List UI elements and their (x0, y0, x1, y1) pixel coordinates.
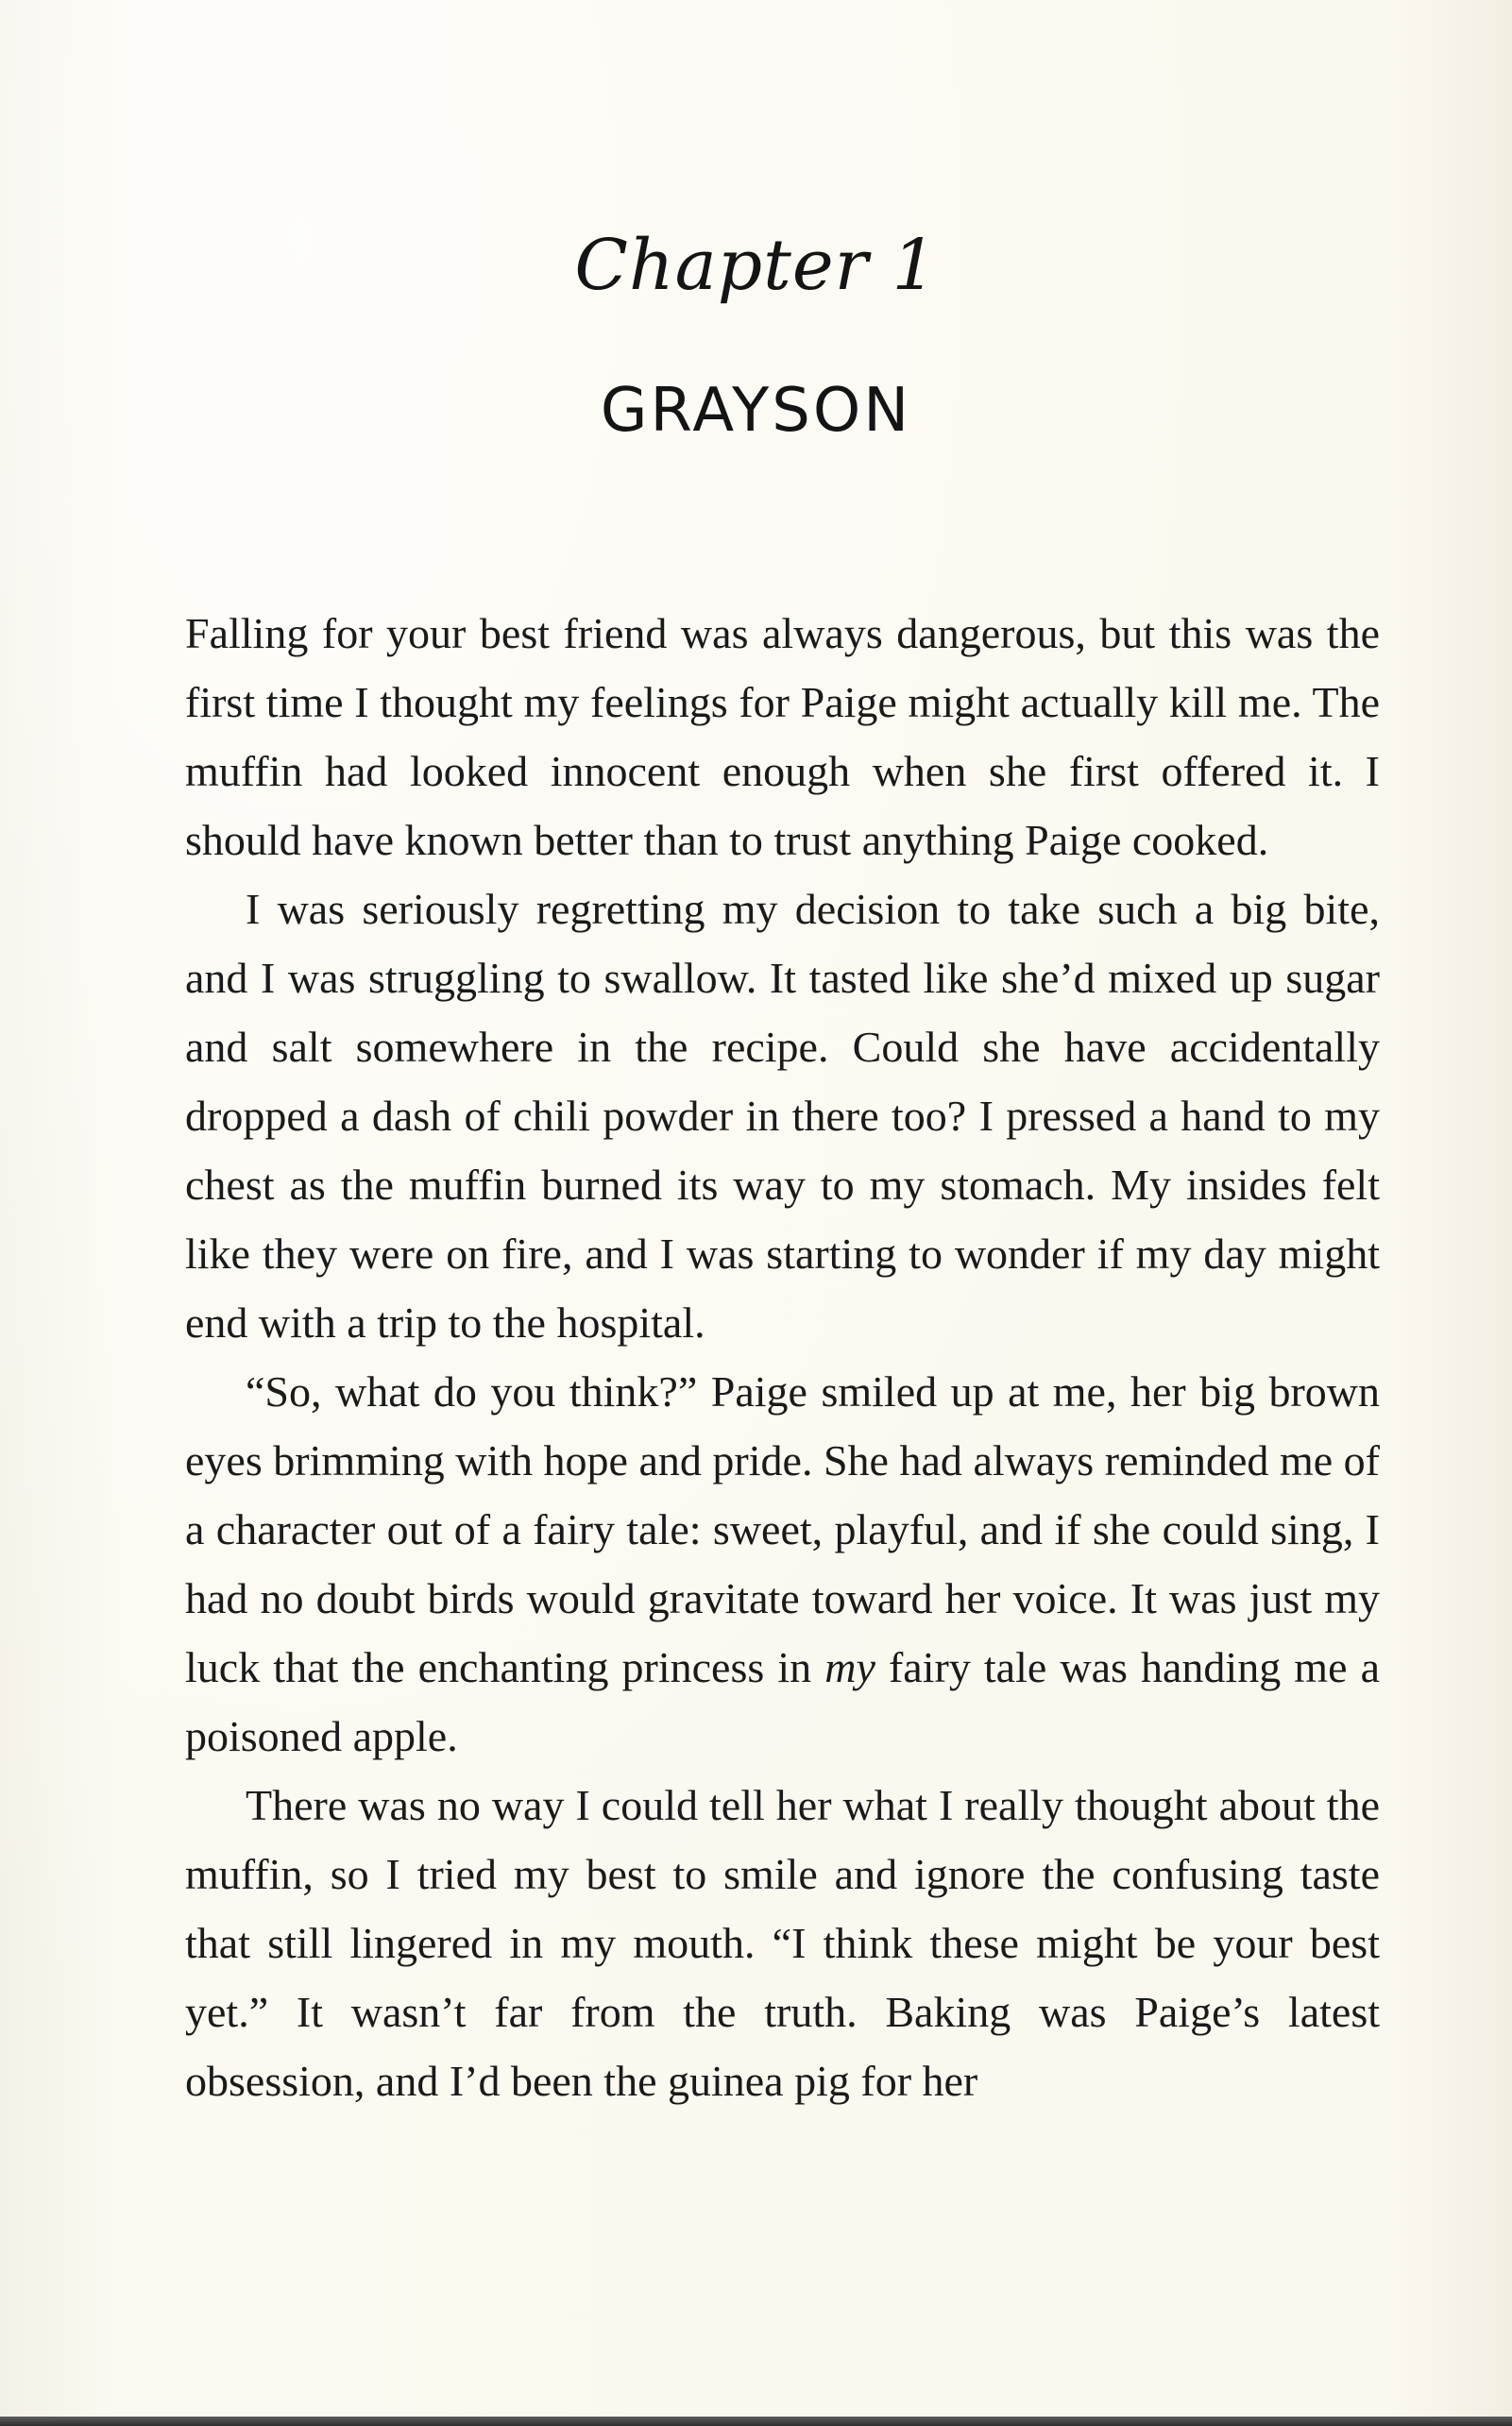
paragraph-2-text: I was seriously regretting my decision to take such a big bite, and I was struggling to swallow. It tasted like she’d mixed up sugar and salt somewhere in the recipe. Could she have accidentally dropped a dash of chili powder in there too? I pressed a hand to my chest as the muffin burned its way to my stomach. My insides felt like they were on fire, and I was starting to wonder if my day might end with a trip to the hospital. (185, 885, 1380, 1347)
paragraph-2 (185, 874, 1380, 1357)
paragraph-3-text-b: fairy tale was handing me a poisoned apple. (185, 1643, 1381, 1760)
paragraph-3-text-a: “So, what do you think?” Paige smiled up at me, her big brown eyes brimming with hope and pride. She had always reminded me of a character out of a fairy tale: sweet, playful, and if she could sing, I had no doubt birds would gravitate toward her voice. It was just my luck that the enchanting princess in (185, 1367, 1380, 1691)
paragraph-3-italic-word: my (824, 1643, 875, 1691)
chapter-body (185, 599, 1380, 2115)
paragraph-1-text: Falling for your best friend was always dangerous, but this was the first time I thought my feelings for Paige might actually kill me. The muffin had looked innocent enough when she first offered it. I should have known better than to trust anything Paige cooked. (185, 609, 1380, 864)
paragraph-1 (185, 599, 1380, 874)
paragraph-4-text: There was no way I could tell her what I really thought about the muffin, so I tried my best to smile and ignore the confusing taste that still lingered in my mouth. “I think these might be your best yet.” It wasn’t far from the truth. Baking was Paige’s latest obsession, and I’d been the guinea pig for her (185, 1781, 1380, 2105)
paragraph-3 (185, 1357, 1380, 1771)
page-bottom-edge (0, 2417, 1512, 2426)
chapter-title: GRAYSON (600, 376, 912, 446)
chapter-label: Chapter 1 (574, 225, 938, 306)
paragraph-4 (185, 1771, 1380, 2115)
